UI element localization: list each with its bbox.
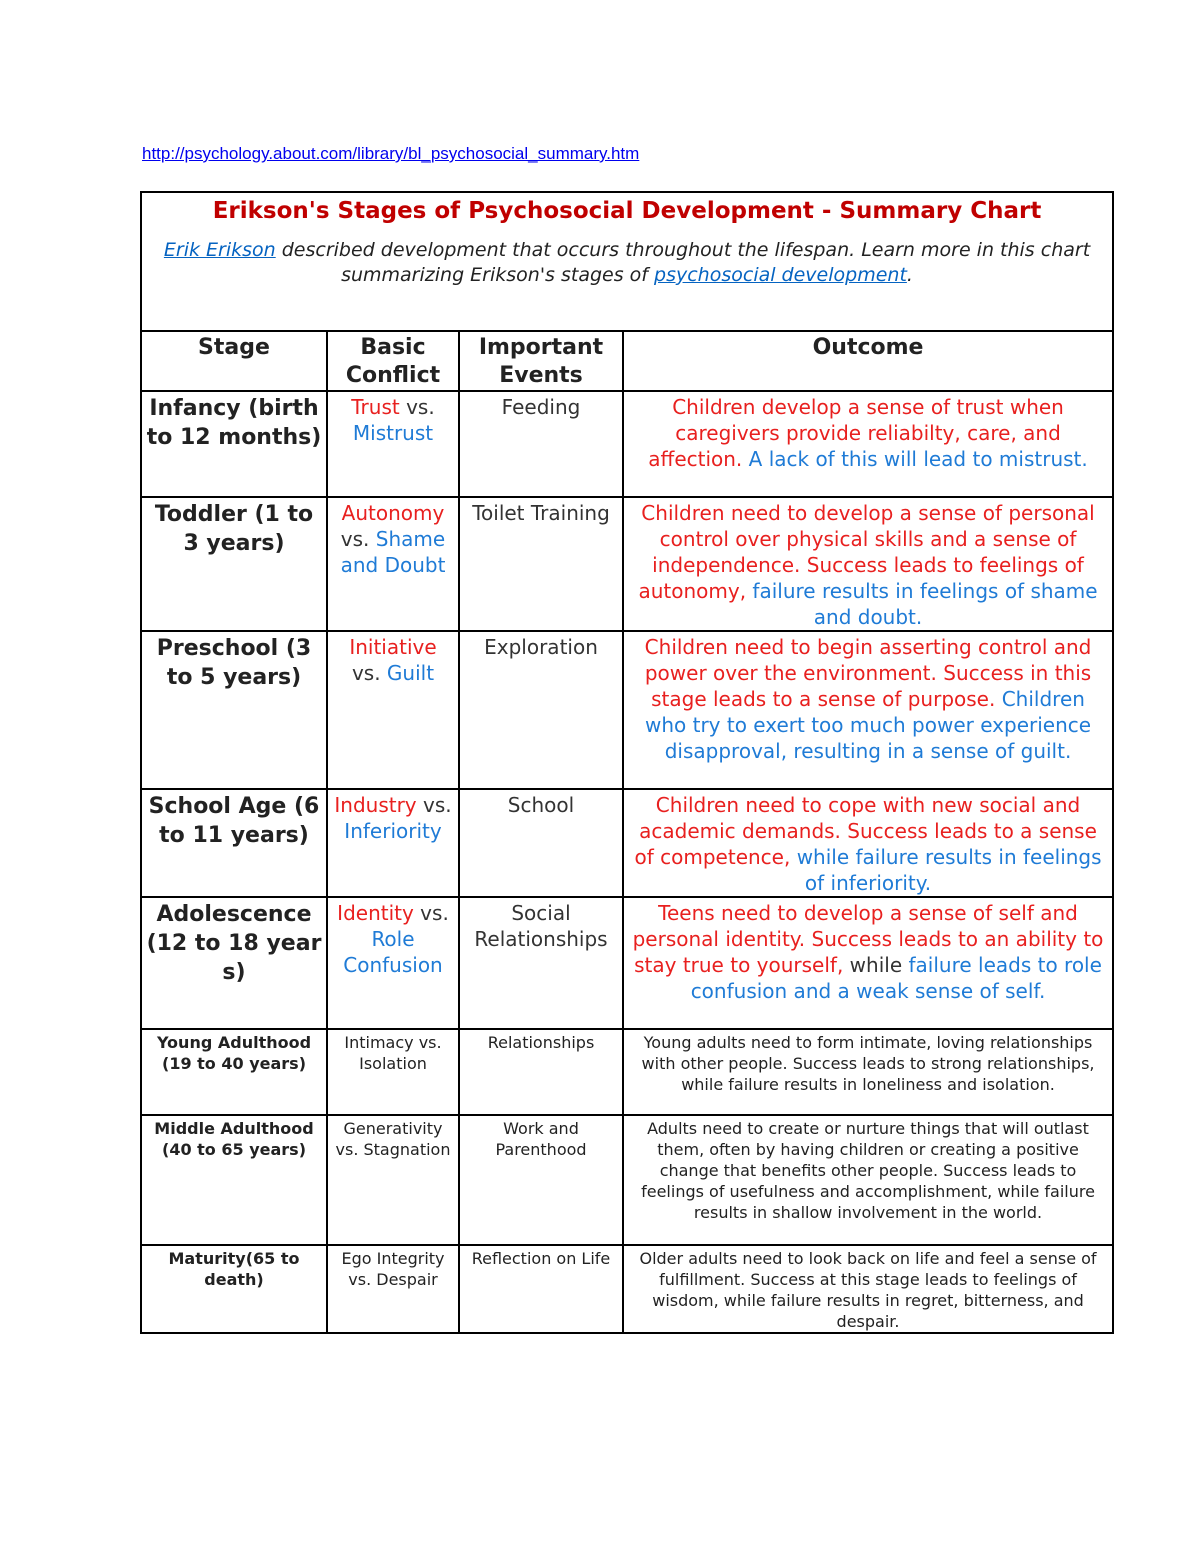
conflict-positive: Initiative xyxy=(349,635,437,659)
intro-text-part1: described development that occurs throughout the lifespan. Learn more in this chart summarizing Erikson's stages of xyxy=(275,239,1091,286)
stage-cell: Adolescence (12 to 18 years) xyxy=(141,897,327,1029)
conflict-positive: Autonomy xyxy=(341,501,445,525)
source-url-link[interactable]: http://psychology.about.com/library/bl_psychosocial_summary.htm xyxy=(142,144,640,163)
outcome-cell: Older adults need to look back on life and feel a sense of fulfillment. Success at this stage leads to feelings of wisdom, while failure results in regret, bitterness, and despair. xyxy=(623,1245,1113,1333)
conflict-vs: vs. xyxy=(399,395,435,419)
event-cell: Work and Parenthood xyxy=(459,1115,623,1245)
stage-cell: School Age (6 to 11 years) xyxy=(141,789,327,897)
table-row xyxy=(141,391,1113,497)
outcome-failure: while failure results in feelings of inferiority. xyxy=(790,845,1102,895)
conflict-positive: Identity xyxy=(337,901,414,925)
event-cell: Toilet Training xyxy=(459,497,623,631)
stage-cell: Maturity(65 to death) xyxy=(141,1245,327,1333)
header-row xyxy=(141,331,1113,391)
title-row xyxy=(141,192,1113,331)
event-cell: School xyxy=(459,789,623,897)
table-row xyxy=(141,497,1113,631)
stage-cell: Middle Adulthood (40 to 65 years) xyxy=(141,1115,327,1245)
event-cell: Feeding xyxy=(459,391,623,497)
event-cell: Relationships xyxy=(459,1029,623,1115)
outcome-cell xyxy=(623,789,1113,897)
conflict-positive: Trust xyxy=(351,395,400,419)
table-row xyxy=(141,1029,1113,1115)
outcome-failure: failure leads to role confusion and a weak sense of self. xyxy=(690,953,1102,1003)
outcome-success: Children need to cope with new social and academic demands. Success leads to a sense of competence, xyxy=(634,793,1097,869)
conflict-vs: vs. xyxy=(340,527,376,551)
stage-cell: Infancy (birth to 12 months) xyxy=(141,391,327,497)
conflict-negative: Guilt xyxy=(386,661,435,685)
conflict-cell: Intimacy vs. Isolation xyxy=(327,1029,459,1115)
outcome-cell xyxy=(623,497,1113,631)
outcome-cell: Adults need to create or nurture things that will outlast them, often by having children or creating a positive change that benefits other people. Success leads to feelings of usefulness and accomplishment, while failure results in shallow involvement in the world. xyxy=(623,1115,1113,1245)
erikson-summary-table xyxy=(140,191,1114,1334)
erik-erikson-link[interactable]: Erik Erikson xyxy=(163,239,276,261)
event-cell: Exploration xyxy=(459,631,623,789)
table-row xyxy=(141,897,1113,1029)
event-cell: Reflection on Life xyxy=(459,1245,623,1333)
stage-cell: Young Adulthood (19 to 40 years) xyxy=(141,1029,327,1115)
outcome-cell: Young adults need to form intimate, loving relationships with other people. Success leads to strong relationships, while failure results in loneliness and isolation. xyxy=(623,1029,1113,1115)
conflict-negative: Inferiority xyxy=(344,819,442,843)
outcome-success: Children develop a sense of trust when caregivers provide reliabilty, care, and affection. xyxy=(648,395,1064,471)
stage-cell: Toddler (1 to 3 years) xyxy=(141,497,327,631)
conflict-positive: Industry xyxy=(334,793,417,817)
header-basic-conflict: Basic Conflict xyxy=(327,331,459,391)
header-important-events: Important Events xyxy=(459,331,623,391)
table-row xyxy=(141,1115,1113,1245)
conflict-negative: Role Confusion xyxy=(343,927,443,977)
conflict-cell xyxy=(327,497,459,631)
outcome-success: Children need to develop a sense of personal control over physical skills and a sense of independence. Success leads to feelings of autonomy, xyxy=(638,501,1095,603)
intro-text xyxy=(146,238,1108,288)
outcome-success: Teens need to develop a sense of self and personal identity. Success leads to an ability to stay true to yourself, xyxy=(632,901,1104,977)
chart-title: Erikson's Stages of Psychosocial Development - Summary Chart xyxy=(212,198,1042,224)
outcome-failure: failure results in feelings of shame and doubt. xyxy=(746,579,1098,629)
table-row xyxy=(141,789,1113,897)
conflict-cell xyxy=(327,391,459,497)
outcome-success: Children need to begin asserting control and power over the environment. Success in this stage leads to a sense of purpose. xyxy=(644,635,1092,711)
header-stage: Stage xyxy=(141,331,327,391)
psychosocial-development-link[interactable]: psychosocial development xyxy=(654,264,907,286)
conflict-vs: vs. xyxy=(351,661,387,685)
conflict-cell: Generativity vs. Stagnation xyxy=(327,1115,459,1245)
outcome-cell xyxy=(623,631,1113,789)
table-row xyxy=(141,631,1113,789)
conflict-cell xyxy=(327,631,459,789)
conflict-cell: Ego Integrity vs. Despair xyxy=(327,1245,459,1333)
conflict-cell xyxy=(327,789,459,897)
conflict-vs: vs. xyxy=(416,793,452,817)
intro-text-part2: . xyxy=(906,264,913,286)
header-outcome: Outcome xyxy=(623,331,1113,391)
event-cell: Social Relationships xyxy=(459,897,623,1029)
conflict-vs: vs. xyxy=(413,901,449,925)
outcome-cell xyxy=(623,897,1113,1029)
conflict-negative: Shame and Doubt xyxy=(340,527,446,577)
title-cell xyxy=(141,192,1113,331)
outcome-failure: Children who try to exert too much power experience disapproval, resulting in a sense of guilt. xyxy=(644,687,1092,763)
stage-cell: Preschool (3 to 5 years) xyxy=(141,631,327,789)
outcome-connector: while xyxy=(843,953,909,977)
table-row xyxy=(141,1245,1113,1333)
outcome-cell xyxy=(623,391,1113,497)
conflict-negative: Mistrust xyxy=(352,421,434,445)
outcome-failure: A lack of this will lead to mistrust. xyxy=(742,447,1088,471)
conflict-cell xyxy=(327,897,459,1029)
